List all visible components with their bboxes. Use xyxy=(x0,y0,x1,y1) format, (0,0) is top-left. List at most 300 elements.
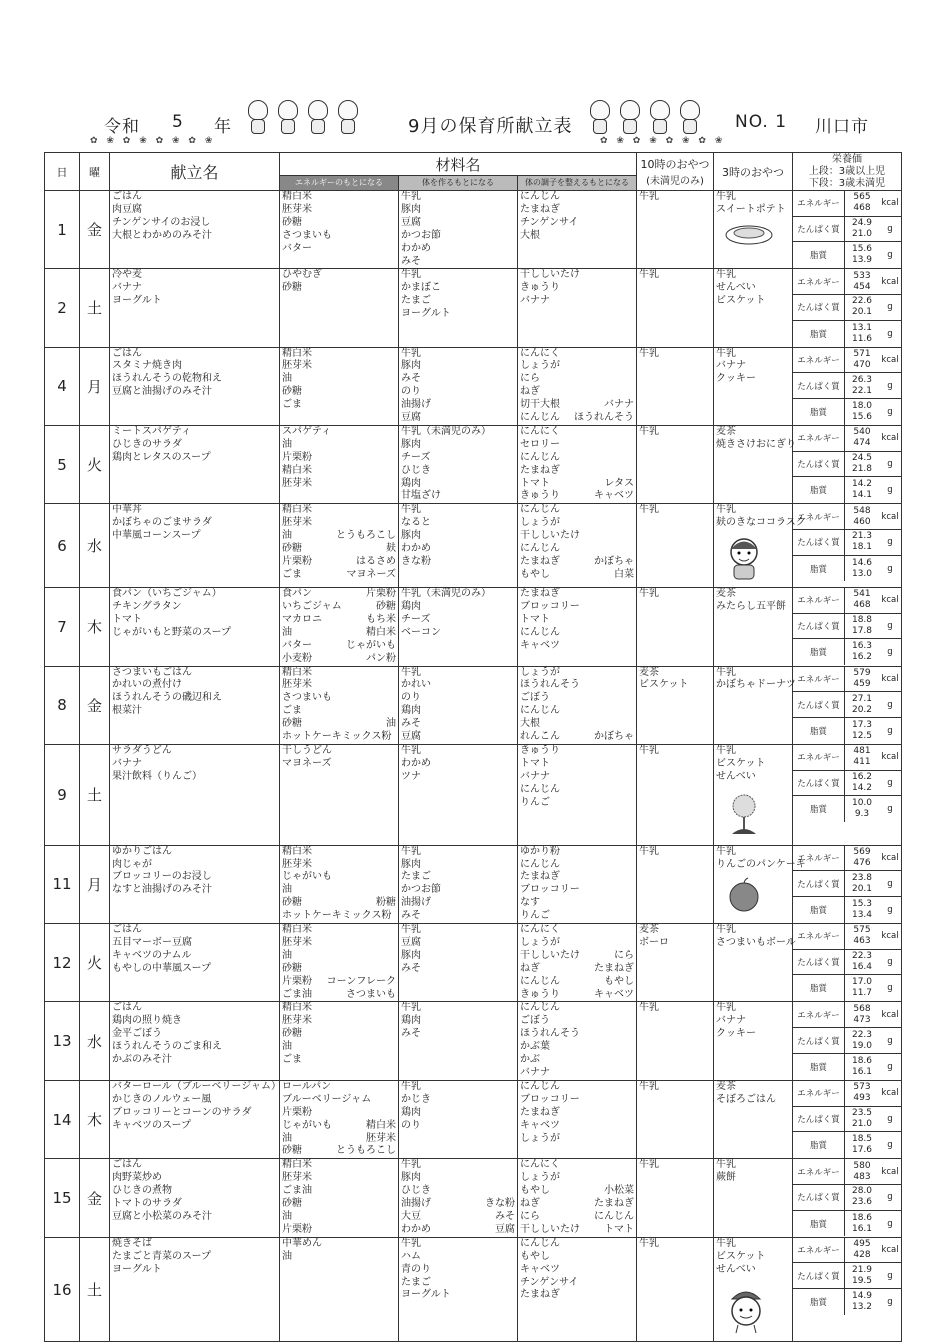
body-cell xyxy=(399,1002,518,1080)
ingredient-item: 牛乳 xyxy=(401,924,421,936)
snack3-cell xyxy=(714,269,793,347)
nutrient-unit: g xyxy=(887,1061,893,1072)
ingredient-item: 中華めん xyxy=(282,1237,322,1249)
text-line: 麦茶 xyxy=(639,666,659,678)
ingredient-line xyxy=(282,230,396,243)
text-line: 麸のきなココラスク xyxy=(716,517,806,529)
nutrient-unit: kcal xyxy=(881,1009,899,1020)
ingredient-item: 豆腐 xyxy=(401,216,421,228)
text-line: 食パン（いちごジャム） xyxy=(112,588,222,600)
ingredient-item: バナナ xyxy=(604,399,634,411)
ingredient-item: もやし xyxy=(520,568,550,580)
nutrient-lower: 17.8 xyxy=(851,626,873,637)
ingredient-line xyxy=(401,478,515,491)
nutrient-unit: kcal xyxy=(881,433,899,444)
snack3-cell xyxy=(714,1159,793,1237)
page-header xyxy=(0,0,945,150)
ingredient-item: ごま xyxy=(282,705,302,717)
text-line: 牛乳 xyxy=(716,666,736,678)
nutrition-cell xyxy=(793,1159,902,1237)
menu-row xyxy=(45,425,902,503)
ingredient-item: かぶ xyxy=(520,1054,540,1066)
nutrient-label: エネルギー xyxy=(793,588,845,613)
day-cell: 5 xyxy=(45,425,80,503)
ingredient-item: キャベツ xyxy=(520,1119,560,1131)
kids-illustration-left xyxy=(246,100,360,140)
nutrient-unit: kcal xyxy=(881,595,899,606)
text-line: さつまいもボール xyxy=(716,936,796,948)
menu-cell xyxy=(110,425,280,503)
ingredient-item: ゆかり粉 xyxy=(520,845,560,857)
menu-cell xyxy=(110,845,280,923)
tone-cell xyxy=(518,191,637,269)
ingredient-item: チーズ xyxy=(401,613,431,625)
snack10-cell xyxy=(637,504,714,588)
ingredient-line xyxy=(520,1264,634,1277)
ingredient-item: もやし xyxy=(520,1185,550,1197)
nutrition-row xyxy=(793,846,901,872)
nutrition-row xyxy=(793,373,901,399)
ingredient-item: にんじん xyxy=(520,451,560,463)
ingredient-item: 牛乳 xyxy=(401,1080,421,1092)
nutrient-upper: 481 xyxy=(853,746,871,757)
ingredient-line xyxy=(282,1041,396,1054)
nutrient-unit: g xyxy=(887,537,893,548)
kid-icon xyxy=(724,536,790,587)
nutrient-lower: 20.1 xyxy=(851,883,873,894)
ingredient-line xyxy=(401,1198,515,1211)
ingredient-item: コーンフレーク xyxy=(326,975,396,987)
ingredient-item: にんにく xyxy=(520,347,560,359)
nutrient-label: 脂質 xyxy=(793,1132,845,1158)
ingredient-item: 油揚げ xyxy=(401,1198,431,1210)
nutrition-row xyxy=(793,745,901,771)
ingredient-item: 干ししいたけ xyxy=(520,1223,580,1235)
nutrient-lower: 468 xyxy=(853,203,871,214)
weekday-cell: 金 xyxy=(80,1159,110,1237)
ingredient-item: いちごジャム xyxy=(282,601,342,612)
nutrient-label: エネルギー xyxy=(793,348,845,373)
menu-cell xyxy=(110,666,280,744)
ingredient-item: わかめ xyxy=(401,1223,431,1235)
ingredient-line xyxy=(401,627,515,640)
ingredient-item: 小麦粉 xyxy=(282,652,312,664)
text-line: ごはん xyxy=(112,924,142,936)
ingredient-line xyxy=(282,924,396,937)
ingredient-line xyxy=(520,1107,634,1120)
nutrient-label: たんぱく質 xyxy=(793,871,845,896)
energy-cell xyxy=(280,1080,399,1158)
ingredient-line xyxy=(282,871,396,884)
ingredient-item: かつお節 xyxy=(401,884,441,896)
nutrient-unit: g xyxy=(887,699,893,710)
ingredient-line xyxy=(520,614,634,627)
ingredient-line xyxy=(401,1107,515,1120)
ingredient-item: 牛乳 xyxy=(401,1237,421,1249)
ingredient-item: のり xyxy=(401,386,421,398)
nutrient-lower: 19.5 xyxy=(851,1275,873,1286)
ingredient-line xyxy=(401,884,515,897)
ingredient-item: かれい xyxy=(401,679,431,691)
ingredient-line xyxy=(520,705,634,718)
nutrient-label: 脂質 xyxy=(793,897,845,923)
ingredient-item: 胚芽米 xyxy=(282,360,312,372)
menu-row xyxy=(45,1237,902,1342)
nutrition-row xyxy=(793,426,901,452)
ingredient-item: 油揚げ xyxy=(401,897,431,909)
nutrient-label: 脂質 xyxy=(793,718,845,744)
text-line: 牛乳 xyxy=(639,1080,659,1092)
nutrient-lower: 21.0 xyxy=(851,229,873,240)
ingredient-line xyxy=(520,230,634,243)
text-line: キャベツのスープ xyxy=(112,1119,191,1131)
ingredient-item: ひじき xyxy=(401,1185,431,1197)
nutrient-upper: 533 xyxy=(853,270,871,281)
menu-cell xyxy=(110,347,280,425)
nutrient-unit: kcal xyxy=(881,852,899,863)
nutrient-unit: kcal xyxy=(881,276,899,287)
text-line: ビスケット xyxy=(716,1250,766,1262)
nutrient-label: たんぱく質 xyxy=(793,530,845,555)
nutrition-cell xyxy=(793,1002,902,1080)
ingredient-item: 油 xyxy=(282,530,292,542)
text-line: 麦茶 xyxy=(639,924,659,936)
ingredient-item: ごま xyxy=(282,399,302,411)
nutrient-unit: kcal xyxy=(881,1088,899,1099)
snack10-cell xyxy=(637,1159,714,1237)
nutrient-unit: g xyxy=(887,804,893,815)
energy-cell xyxy=(280,1237,399,1342)
ingredient-item: ほうれんそう xyxy=(520,679,580,691)
text-line: バナナ xyxy=(112,757,142,769)
nutrition-row xyxy=(793,1081,901,1107)
text-line: 牛乳 xyxy=(639,425,659,437)
nutrient-lower: 12.5 xyxy=(851,730,873,741)
text-line: ごはん xyxy=(112,347,142,359)
nutrient-upper: 541 xyxy=(853,589,871,600)
ingredient-line xyxy=(520,1041,634,1054)
ingredient-item: ほうれんそう xyxy=(574,412,634,424)
ingredient-line xyxy=(520,601,634,614)
ingredient-item: 干ししいたけ xyxy=(520,949,580,961)
ingredient-line xyxy=(282,360,396,373)
nutrient-upper: 23.5 xyxy=(851,1107,873,1118)
ingredient-line xyxy=(401,504,515,517)
nutrient-label: たんぱく質 xyxy=(793,217,845,242)
tone-cell xyxy=(518,1237,637,1342)
text-line: せんべい xyxy=(716,1263,756,1275)
menu-cell xyxy=(110,1159,280,1237)
ingredient-item: ロールパン xyxy=(282,1080,332,1092)
ingredient-item: バナナ xyxy=(520,295,550,307)
col-energy-source: エネルギーのもとになる xyxy=(280,176,399,190)
nutrient-unit: g xyxy=(887,224,893,235)
nutrient-unit: g xyxy=(887,406,893,417)
ingredient-line xyxy=(401,924,515,937)
menu-row xyxy=(45,1159,902,1237)
text-line: 鶏肉の照り焼き xyxy=(112,1015,182,1027)
ingredient-item: 豆腐 xyxy=(401,936,421,948)
text-line: ビスケット xyxy=(639,679,689,691)
nutrient-upper: 27.1 xyxy=(851,693,873,704)
nutrition-row xyxy=(793,1238,901,1264)
ingredient-line xyxy=(520,731,634,744)
nutrition-row xyxy=(793,556,901,582)
text-line: 牛乳 xyxy=(716,845,736,857)
menu-row xyxy=(45,269,902,347)
nutrient-lower: 13.9 xyxy=(851,255,873,266)
text-line: 牛乳 xyxy=(716,744,736,756)
nutrition-cell xyxy=(793,588,902,666)
ingredient-item: 胚芽米 xyxy=(282,1015,312,1027)
ingredient-item: きゅうり xyxy=(520,988,560,1000)
ingredient-item: ごぼう xyxy=(520,1015,550,1027)
nutrient-upper: 18.8 xyxy=(851,615,873,626)
ingredient-item: さつまいも xyxy=(282,692,332,704)
text-line: ほうれんそうの磯辺和え xyxy=(112,692,222,704)
ingredient-line xyxy=(401,191,515,204)
ingredient-item: ベーコン xyxy=(401,626,441,638)
ingredient-item: ねぎ xyxy=(520,386,540,398)
ingredient-item: ごま xyxy=(282,568,302,580)
ingredient-line xyxy=(401,217,515,230)
nutrition-row xyxy=(793,269,901,295)
deco-left: ✿ ❀ ✿ ❀ ✿ ❀ ✿ ❀ xyxy=(90,136,216,146)
weekday-cell: 金 xyxy=(80,666,110,744)
ingredient-line xyxy=(401,439,515,452)
ingredient-item: かまぼこ xyxy=(401,282,441,294)
ingredient-item: にんじん xyxy=(520,783,560,795)
nutrient-lower: 454 xyxy=(853,281,871,292)
nutrient-unit: g xyxy=(887,647,893,658)
nutrient-label: たんぱく質 xyxy=(793,771,845,796)
ingredient-item: 鶏肉 xyxy=(401,477,421,489)
ingredient-item: 鶏肉 xyxy=(401,1106,421,1118)
ingredient-line xyxy=(401,1185,515,1198)
ingredient-line xyxy=(282,910,396,923)
nutrient-label: エネルギー xyxy=(793,924,845,949)
text-line: じゃがいもと野菜のスープ xyxy=(112,626,231,638)
tone-cell xyxy=(518,347,637,425)
nutrition-cell xyxy=(793,269,902,347)
ingredient-line xyxy=(282,1159,396,1172)
apple-icon xyxy=(724,877,790,918)
ingredient-line xyxy=(520,771,634,784)
ingredient-line xyxy=(401,871,515,884)
ingredient-line xyxy=(401,846,515,859)
ingredient-item: 豚肉 xyxy=(401,858,421,870)
ingredient-item: にら xyxy=(614,949,634,961)
weekday-cell: 月 xyxy=(80,845,110,923)
ingredient-item: りんご xyxy=(520,910,550,922)
ingredient-line xyxy=(520,859,634,872)
day-cell: 11 xyxy=(45,845,80,923)
text-line: たまごと青菜のスープ xyxy=(112,1250,211,1262)
ingredient-item: 油 xyxy=(282,1041,292,1053)
ingredient-line xyxy=(282,386,396,399)
ingredient-line xyxy=(282,653,396,666)
ingredient-item: にら xyxy=(520,373,540,385)
ingredient-item: 食パン xyxy=(282,588,312,600)
menu-cell xyxy=(110,1080,280,1158)
ingredient-line xyxy=(520,1067,634,1080)
body-cell xyxy=(399,425,518,503)
nutrient-unit: g xyxy=(887,250,893,261)
tone-cell xyxy=(518,504,637,588)
nutrient-upper: 571 xyxy=(853,348,871,359)
text-line: 金平ごぼう xyxy=(112,1028,162,1040)
weekday-cell: 火 xyxy=(80,425,110,503)
snack3-cell xyxy=(714,504,806,588)
ingredient-item: にんじん xyxy=(520,975,560,987)
menu-row xyxy=(45,1002,902,1080)
energy-cell xyxy=(280,744,399,845)
nutrient-lower: 468 xyxy=(853,600,871,611)
ingredient-item: 豆腐 xyxy=(401,731,421,743)
ingredient-line xyxy=(282,478,396,491)
energy-cell xyxy=(280,666,399,744)
nutrition-row xyxy=(793,1028,901,1054)
text-line: ヨーグルト xyxy=(112,1263,162,1275)
text-line: 牛乳 xyxy=(639,347,659,359)
ingredient-item: もやし xyxy=(520,1250,550,1262)
ingredient-line xyxy=(282,846,396,859)
ingredient-item: 牛乳 xyxy=(401,347,421,359)
ingredient-line xyxy=(282,569,396,582)
text-line: 豆腐と油揚げのみそ汁 xyxy=(112,386,212,398)
ingredient-line xyxy=(520,478,634,491)
ingredient-line xyxy=(401,1159,515,1172)
text-line: ヨーグルト xyxy=(112,295,162,307)
ingredient-item: 砂糖 xyxy=(376,601,396,612)
ingredient-item: しょうが xyxy=(520,1172,560,1184)
ingredient-line xyxy=(282,1224,396,1237)
ingredient-line xyxy=(520,386,634,399)
ingredient-item: 豚肉 xyxy=(401,360,421,372)
col-tone-source: 体の調子を整えるもとになる xyxy=(518,176,636,190)
menu-row xyxy=(45,666,902,744)
nutrient-lower: 476 xyxy=(853,857,871,868)
ingredient-item: たまねぎ xyxy=(520,464,560,476)
nutrient-unit: kcal xyxy=(881,1245,899,1256)
ingredient-line xyxy=(401,1002,515,1015)
ingredient-item: 精白米 xyxy=(282,1002,312,1014)
weekday-cell: 木 xyxy=(80,588,110,666)
text-line: 麦茶 xyxy=(716,1080,736,1092)
tone-cell xyxy=(518,845,637,923)
ingredient-line xyxy=(282,504,396,517)
nutrition-row xyxy=(793,639,901,665)
nutrient-upper: 26.3 xyxy=(851,374,873,385)
ingredient-line xyxy=(282,217,396,230)
nutrition-row xyxy=(793,588,901,614)
ingredient-item: 砂糖 xyxy=(282,718,302,730)
ingredient-line xyxy=(401,517,515,530)
text-line: ビスケット xyxy=(716,295,766,307)
day-cell: 15 xyxy=(45,1159,80,1237)
ingredient-item: みそ xyxy=(495,1210,515,1222)
ingredient-item: にんじん xyxy=(520,504,560,516)
nutrient-upper: 24.5 xyxy=(851,452,873,463)
ingredient-item: とうもろこし xyxy=(336,530,396,542)
ingredient-item: 精白米 xyxy=(282,464,312,476)
ingredient-item: 片栗粉 xyxy=(282,1223,312,1235)
nutrient-upper: 21.3 xyxy=(851,531,873,542)
nutrient-lower: 16.2 xyxy=(851,652,873,663)
ingredient-item: パン粉 xyxy=(366,652,396,664)
ingredient-item: キャベツ xyxy=(594,490,634,502)
day-cell: 2 xyxy=(45,269,80,347)
nutrition-row xyxy=(793,191,901,217)
ingredient-line xyxy=(520,950,634,963)
ingredient-line xyxy=(401,399,515,412)
ingredient-item: レタス xyxy=(604,477,634,489)
ingredient-item: 豚肉 xyxy=(401,949,421,961)
ingredient-line xyxy=(520,1015,634,1028)
ingredient-line xyxy=(282,705,396,718)
ingredient-item: 油 xyxy=(282,626,292,638)
day-cell: 12 xyxy=(45,924,80,1002)
text-line: かれいの煮付け xyxy=(112,679,182,691)
weekday-cell: 金 xyxy=(80,191,110,269)
ingredient-line xyxy=(401,386,515,399)
ingredient-item: 鶏肉 xyxy=(401,1015,421,1027)
text-line: 根菜汁 xyxy=(112,705,142,717)
ingredient-item: 甘塩ざけ xyxy=(401,490,441,502)
nutrient-lower: 483 xyxy=(853,1171,871,1182)
nutrient-lower: 411 xyxy=(853,757,871,768)
ingredient-item: かじき xyxy=(401,1093,431,1105)
ingredient-line xyxy=(520,679,634,692)
ingredient-item: ホットケーキミックス粉 xyxy=(282,910,392,922)
ingredient-item: しょうが xyxy=(520,517,560,529)
ingredient-item: 砂糖 xyxy=(282,1145,302,1157)
ingredient-line xyxy=(520,1251,634,1264)
nutrient-unit: kcal xyxy=(881,752,899,763)
ingredient-line xyxy=(282,1172,396,1185)
ingredient-line xyxy=(401,679,515,692)
ingredient-item: 牛乳（未満児のみ） xyxy=(401,588,491,600)
ingredient-item: 砂糖 xyxy=(282,216,302,228)
ingredient-line xyxy=(520,295,634,308)
body-cell xyxy=(399,504,518,588)
nutrient-unit: kcal xyxy=(881,511,899,522)
ingredient-item: れんこん xyxy=(520,731,560,743)
ingredient-line xyxy=(282,373,396,386)
ingredient-line xyxy=(520,282,634,295)
text-line: ごはん xyxy=(112,1002,142,1014)
ingredient-line xyxy=(401,950,515,963)
ingredient-line xyxy=(401,243,515,256)
ingredient-line xyxy=(520,1120,634,1133)
ingredient-item: バナナ xyxy=(520,770,550,782)
text-line: 焼きそば xyxy=(112,1237,152,1249)
ingredient-item: わかめ xyxy=(401,242,431,254)
ingredient-item: もち米 xyxy=(366,613,396,625)
nutrient-label: 脂質 xyxy=(793,639,845,665)
nutrition-cell xyxy=(793,504,902,588)
text-line: ひじきの煮物 xyxy=(112,1185,172,1197)
nutrition-row xyxy=(793,321,901,347)
nutrition-row xyxy=(793,924,901,950)
ingredient-item: 油 xyxy=(282,438,292,450)
ingredient-item: 胚芽米 xyxy=(282,1172,312,1184)
ingredient-line xyxy=(401,1251,515,1264)
weekday-cell: 木 xyxy=(80,1080,110,1158)
ingredient-item: 片栗粉 xyxy=(282,451,312,463)
body-cell xyxy=(399,191,518,269)
ingredient-item: じゃがいも xyxy=(346,639,396,651)
